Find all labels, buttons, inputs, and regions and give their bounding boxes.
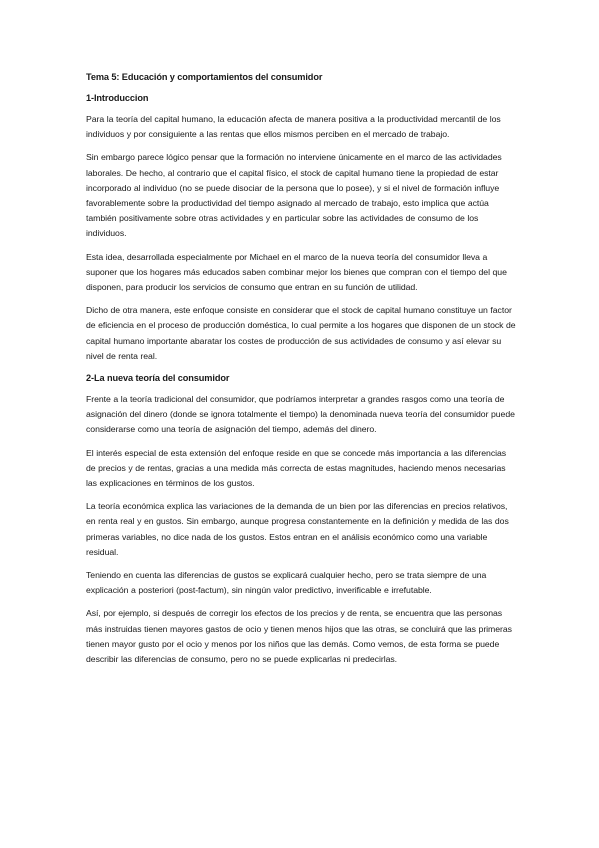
paragraph: Teniendo en cuenta las diferencias de gustos se explicará cualquier hecho, pero se trata siempre de una explicación a posteriori (post-factum), sin ningún valor predictivo, inverificable e irrefutable. (86, 570, 487, 596)
document-body (86, 71, 516, 675)
paragraph: Esta idea, desarrollada especialmente por Michael en el marco de la nueva teoría del consumidor lleva a suponer que los hogares más educados saben combinar mejor los bienes que compran con el tiempo del que disponen, para producir los servicios de consumo que entran en su función de utilidad. (86, 251, 507, 293)
section-heading-nueva-teoria: 2-La nueva teoría del consumidor (86, 373, 230, 384)
paragraph: Así, por ejemplo, si después de corregir los efectos de los precios y de renta, se encuentra que las personas más instruidas tienen mayores gastos de ocio y tienen menos hijos que las otras, se concluirá que las primeras tienen mayor gusto por el ocio y menos por los niños que las demás. Como vemos, de esta forma se puede describir las diferencias de consumo, pero no se puede explicarlas ni predecirlas. (86, 608, 512, 665)
paragraph: Sin embargo parece lógico pensar que la formación no interviene únicamente en el marco de las actividades laborales. De hecho, al contrario que el capital físico, el stock de capital humano tiene la propiedad de estar incorporado al individuo (no se puede disociar de la persona que lo posee), y si el nivel de formación influye favorablemente sobre la productividad del tiempo asignado al mercado de trabajo, esto implica que actúa también positivamente sobre otras actividades y en particular sobre las actividades de consumo de los individuos. (86, 152, 502, 239)
document-title: Tema 5: Educación y comportamientos del consumidor (86, 72, 323, 82)
paragraph: Para la teoría del capital humano, la educación afecta de manera positiva a la productividad mercantil de los individuos y por consiguiente a las rentas que ellos mismos perciben en el mercado de trabajo. (86, 114, 501, 140)
paragraph: Frente a la teoría tradicional del consumidor, que podríamos interpretar a grandes rasgos como una teoría de asignación del dinero (donde se ignora totalmente el tiempo) la denominada nueva teoría del consumidor puede considerarse como una teoría de asignación del tiempo, además del dinero. (86, 394, 515, 435)
paragraph: El interés especial de esta extensión del enfoque reside en que se concede más importancia a las diferencias de precios y de rentas, gracias a una medida más correcta de estas magnitudes, haciendo menos necesarias las explicaciones en términos de los gustos. (86, 447, 507, 489)
section-heading-introduccion: 1-Introduccion (86, 93, 149, 103)
paragraph: Dicho de otra manera, este enfoque consiste en considerar que el stock de capital humano constituye un factor de eficiencia en el proceso de producción doméstica, lo cual permite a los hogares que disponen de un stock de capital humano importante abaratar los costes de producción de sus actividades de consumo y así elevar su nivel de renta real. (86, 305, 516, 361)
paragraph: La teoría económica explica las variaciones de la demanda de un bien por las diferencias en precios relativos, en renta real y en gustos. Sin embargo, aunque progresa constantemente en la definición y medida de las dos primeras variables, no dice nada de los gustos. Estos entran en el análisis económico como una variable residual. (86, 501, 509, 557)
